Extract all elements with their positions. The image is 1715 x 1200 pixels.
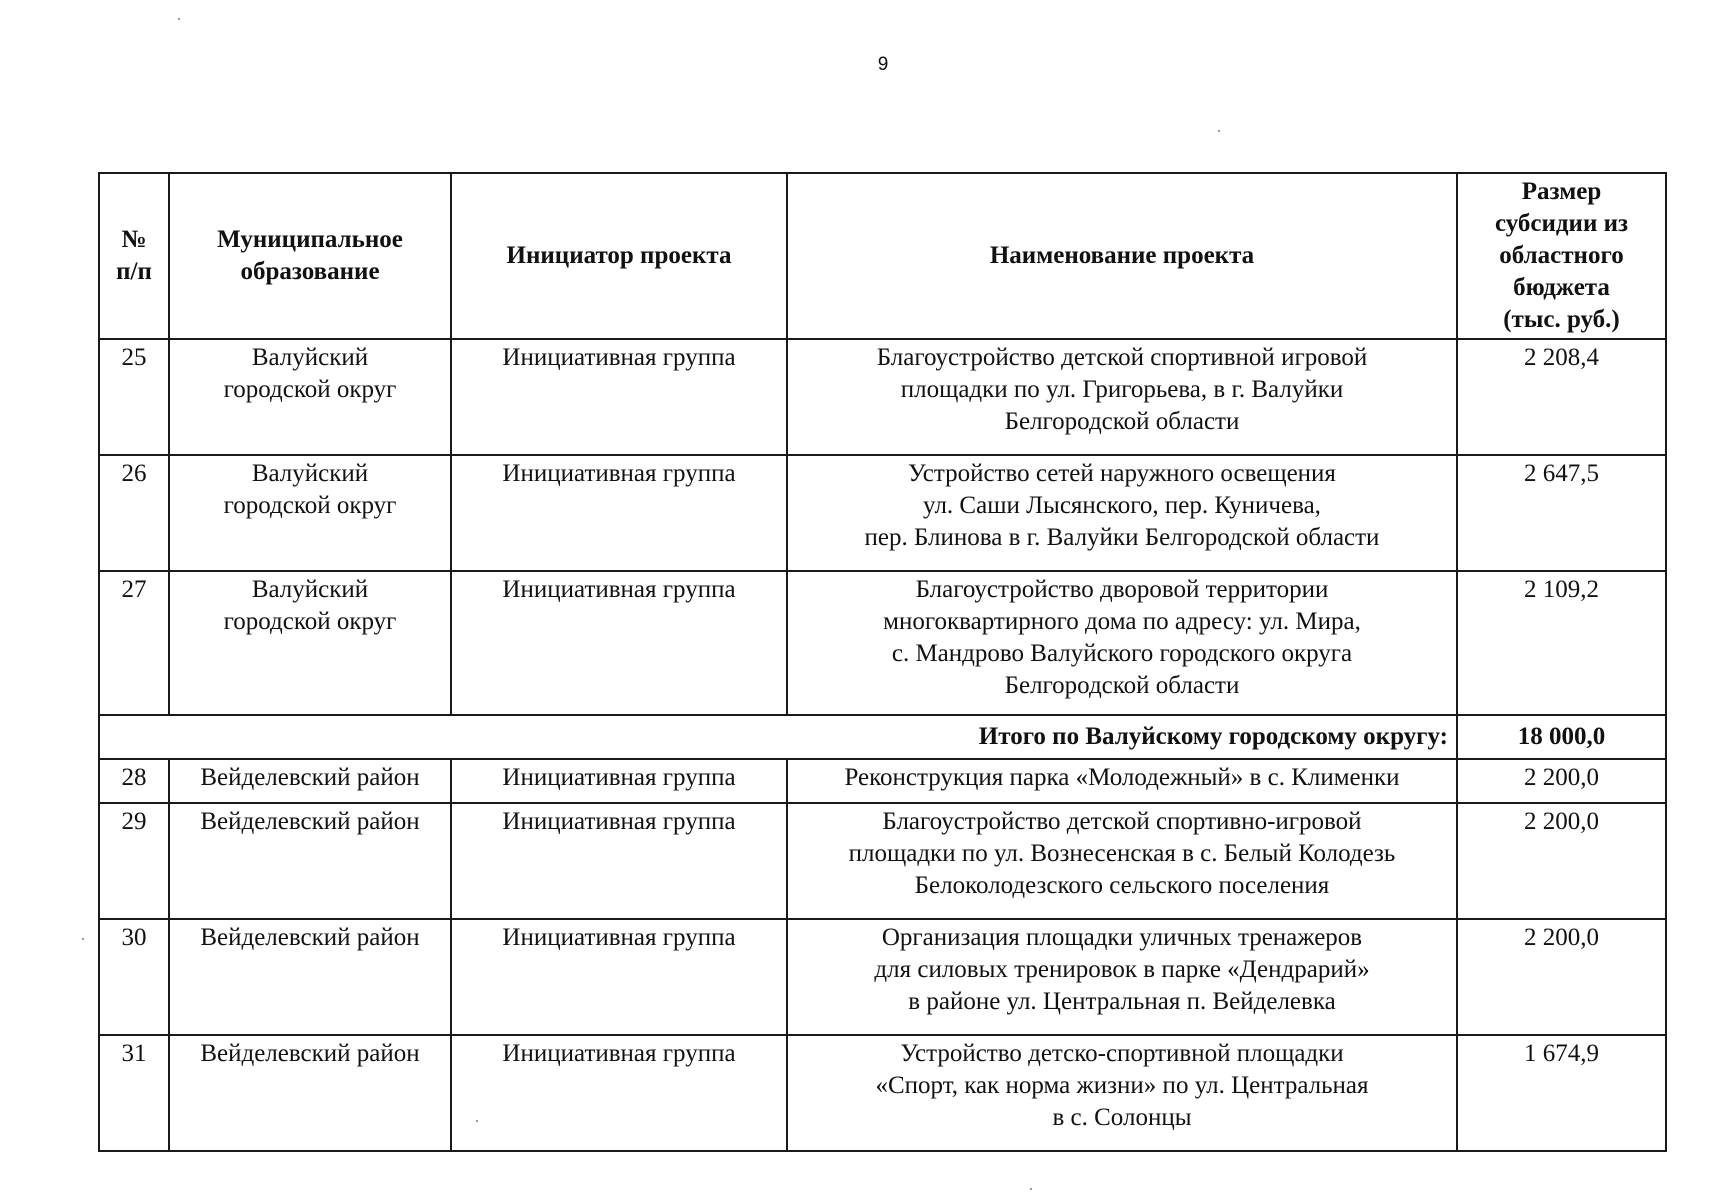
cell-project-name: Устройство сетей наружного освещения ул. Саши Лысянского, пер. Куничева, пер. Блинова в г. Валуйки Белгородской области xyxy=(787,455,1457,571)
cell-project-name: Реконструкция парка «Молодежный» в с. Клименки xyxy=(787,759,1457,803)
subtotal-label: Итого по Валуйскому городскому округу: xyxy=(99,715,1457,759)
cell-number: 29 xyxy=(99,803,169,919)
scan-speck xyxy=(1218,130,1220,132)
cell-initiator: Инициативная группа xyxy=(451,1035,787,1151)
table-row xyxy=(99,339,1666,455)
table-row xyxy=(99,803,1666,919)
cell-project-name: Устройство детско-спортивной площадки «Спорт, как норма жизни» по ул. Центральная в с. Солонцы xyxy=(787,1035,1457,1151)
cell-initiator: Инициативная группа xyxy=(451,455,787,571)
cell-amount: 2 109,2 xyxy=(1457,571,1666,715)
cell-initiator: Инициативная группа xyxy=(451,803,787,919)
cell-municipality: Вейделевский район xyxy=(169,803,451,919)
cell-number: 30 xyxy=(99,919,169,1035)
header-project-name: Наименование проекта xyxy=(787,173,1457,339)
cell-project-name: Благоустройство детской спортивной игровой площадки по ул. Григорьева, в г. Валуйки Белгородской области xyxy=(787,339,1457,455)
cell-municipality: Вейделевский район xyxy=(169,1035,451,1151)
scan-speck xyxy=(1030,1188,1032,1190)
page-number: 9 xyxy=(877,54,889,75)
cell-project-name: Организация площадки уличных тренажеров для силовых тренировок в парке «Дендрарий» в районе ул. Центральная п. Вейделевка xyxy=(787,919,1457,1035)
subsidy-table xyxy=(98,172,1667,1152)
scan-speck xyxy=(178,18,180,20)
scan-speck xyxy=(82,938,84,940)
subtotal-value: 18 000,0 xyxy=(1457,715,1666,759)
table-row xyxy=(99,1035,1666,1151)
cell-amount: 1 674,9 xyxy=(1457,1035,1666,1151)
cell-municipality: Валуйский городской округ xyxy=(169,339,451,455)
header-municipality: Муниципальное образование xyxy=(169,173,451,339)
cell-amount: 2 200,0 xyxy=(1457,759,1666,803)
table-header-row xyxy=(99,173,1666,339)
cell-number: 25 xyxy=(99,339,169,455)
table-row xyxy=(99,759,1666,803)
cell-municipality: Вейделевский район xyxy=(169,919,451,1035)
cell-municipality: Вейделевский район xyxy=(169,759,451,803)
cell-initiator: Инициативная группа xyxy=(451,759,787,803)
cell-amount: 2 200,0 xyxy=(1457,919,1666,1035)
cell-initiator: Инициативная группа xyxy=(451,339,787,455)
cell-municipality: Валуйский городской округ xyxy=(169,571,451,715)
subtotal-row xyxy=(99,715,1666,759)
cell-number: 26 xyxy=(99,455,169,571)
table-row xyxy=(99,455,1666,571)
cell-project-name: Благоустройство дворовой территории многоквартирного дома по адресу: ул. Мира, с. Мандрово Валуйского городского округа Белгородской области xyxy=(787,571,1457,715)
cell-number: 27 xyxy=(99,571,169,715)
cell-initiator: Инициативная группа xyxy=(451,919,787,1035)
table-row xyxy=(99,571,1666,715)
header-subsidy-amount: Размер субсидии из областного бюджета (тыс. руб.) xyxy=(1457,173,1666,339)
cell-project-name: Благоустройство детской спортивно-игровой площадки по ул. Вознесенская в с. Белый Колодезь Белоколодезского сельского поселения xyxy=(787,803,1457,919)
cell-amount: 2 208,4 xyxy=(1457,339,1666,455)
header-number: № п/п xyxy=(99,173,169,339)
cell-amount: 2 647,5 xyxy=(1457,455,1666,571)
cell-initiator: Инициативная группа xyxy=(451,571,787,715)
cell-amount: 2 200,0 xyxy=(1457,803,1666,919)
cell-number: 31 xyxy=(99,1035,169,1151)
cell-number: 28 xyxy=(99,759,169,803)
table-row xyxy=(99,919,1666,1035)
cell-municipality: Валуйский городской округ xyxy=(169,455,451,571)
scan-speck xyxy=(476,1120,478,1122)
header-initiator: Инициатор проекта xyxy=(451,173,787,339)
